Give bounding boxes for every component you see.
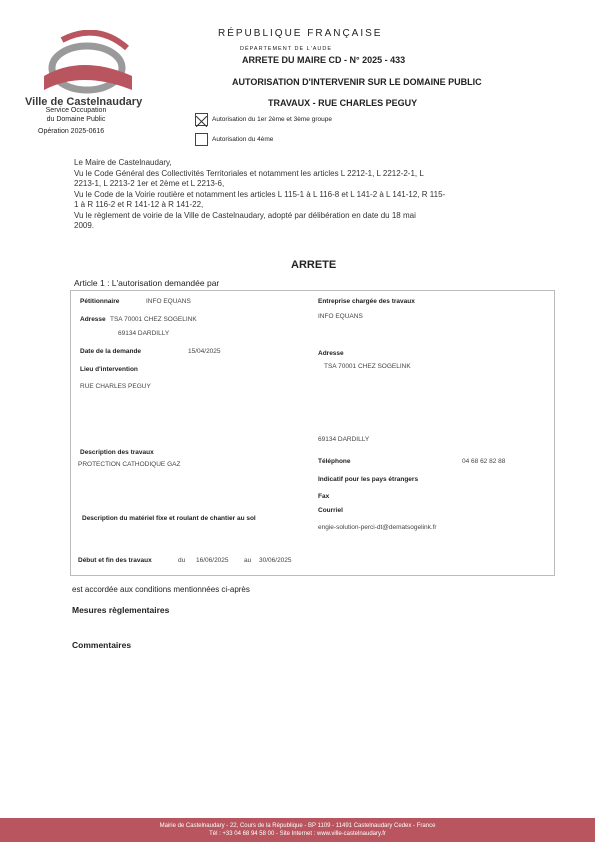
fax-label: Fax	[318, 493, 330, 500]
debut-value: 16/06/2025	[196, 557, 229, 564]
date-demande-value: 15/04/2025	[188, 348, 221, 355]
entreprise-label: Entreprise chargée des travaux	[318, 298, 415, 305]
telephone-value: 04 68 62 82 88	[462, 458, 506, 465]
debut-fin-label: Début et fin des travaux	[78, 557, 152, 564]
footer-address: Mairie de Castelnaudary - 22, Cours de la République - BP 1109 - 11491 Castelnaudary Cedex - France	[159, 823, 436, 829]
checkbox-groupe-4[interactable]	[195, 133, 208, 146]
arrete-heading: ARRETE	[291, 259, 337, 271]
mesures-heading: Mesures règlementaires	[72, 605, 170, 615]
commentaires-heading: Commentaires	[72, 640, 132, 650]
adresse-line2: 69134 DARDILLY	[118, 330, 170, 337]
checkbox-groupe-4-label: Autorisation du 4ème	[212, 136, 274, 143]
preamble: Le Maire de Castelnaudary, Vu le Code Général des Collectivités Territoriales et notamment les articles L 2212-1, L 2212-2-1, L 2213-1, L 2213-2 1er et 2ème et L 2213-6, Vu le Code de la Voirie routière et notamment les articles L 115-1 à L 116-8 et L 141-2 à L 141-12, R 115- 1 à R 116-2 et R 141-12 à R 141-22, Vu le règlement de voirie de la Ville de Castelnaudary, adopté par délibération en date du 18 mai 2009.	[74, 158, 446, 230]
footer	[0, 818, 595, 842]
checkbox-groupe-1-3[interactable]	[195, 113, 208, 126]
autorisation-title: AUTORISATION D'INTERVENIR SUR LE DOMAINE PUBLIC	[232, 77, 482, 87]
petitionnaire-value: INFO EQUANS	[146, 298, 191, 305]
du-label: du	[178, 557, 186, 564]
operation-number: Opération 2025-0616	[38, 128, 105, 135]
lieu-label: Lieu d'intervention	[80, 366, 138, 373]
republique-header: RÉPUBLIQUE FRANÇAISE	[218, 28, 383, 39]
courriel-value[interactable]: engie-solution-perci-dt@dematsogelink.fr	[318, 524, 437, 531]
indicatif-label: Indicatif pour les pays étrangers	[318, 476, 419, 483]
arrete-number: ARRETE DU MAIRE CD - N° 2025 - 433	[242, 55, 406, 65]
desc-travaux-value: PROTECTION CATHODIQUE GAZ	[78, 461, 181, 468]
desc-materiel-label: Description du matériel fixe et roulant de chantier au sol	[82, 515, 256, 522]
entreprise-cp: 69134 DARDILLY	[318, 436, 370, 443]
date-demande-label: Date de la demande	[80, 348, 142, 355]
footer-contact: Tél : +33 04 68 94 58 00 - Site Internet : www.ville-castelnaudary.fr	[209, 831, 386, 837]
city-name: Ville de Castelnaudary	[25, 96, 143, 108]
entreprise-adresse-value: TSA 70001 CHEZ SOGELINK	[324, 363, 411, 370]
courriel-label: Courriel	[318, 507, 343, 514]
checkbox-groupe-1-3-label: Autorisation du 1er 2ème et 3ème groupe	[212, 116, 332, 123]
adresse-label: Adresse	[80, 316, 106, 323]
service-name: Service Occupation du Domaine Public	[45, 107, 107, 123]
entreprise-adresse-label: Adresse	[318, 350, 344, 357]
fin-value: 30/06/2025	[259, 557, 292, 564]
desc-travaux-label: Description des travaux	[80, 449, 154, 456]
au-label: au	[244, 557, 252, 564]
petitionnaire-label: Pétitionnaire	[80, 298, 120, 305]
article-1: Article 1 : L'autorisation demandée par	[74, 278, 220, 288]
entreprise-value: INFO EQUANS	[318, 313, 363, 320]
accord-conditions: est accordée aux conditions mentionnées ci-après	[72, 585, 250, 594]
travaux-title: TRAVAUX - RUE CHARLES PEGUY	[268, 98, 418, 108]
telephone-label: Téléphone	[318, 458, 351, 465]
department-header: DÉPARTEMENT DE L'AUDE	[240, 46, 333, 52]
lieu-value: RUE CHARLES PEGUY	[80, 383, 151, 390]
adresse-line1: TSA 70001 CHEZ SOGELINK	[110, 316, 197, 323]
